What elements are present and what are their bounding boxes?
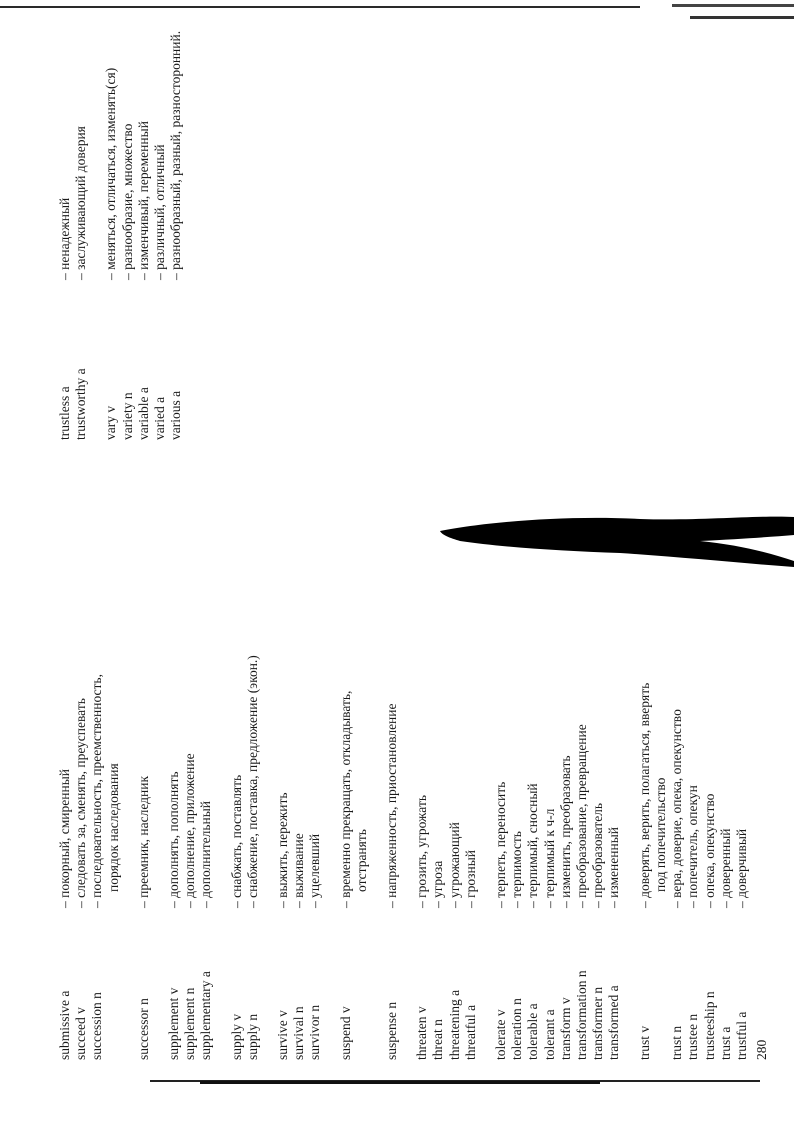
term: supplement v (166, 987, 182, 1060)
definition: – последовательность, преемственность, (89, 674, 105, 908)
definition: отстранять (353, 829, 369, 892)
term: tolerable a (525, 1003, 541, 1060)
definition-group (136, 588, 152, 908)
definition: – преемник, наследник (135, 775, 151, 908)
definition: – терпимый, сносный (525, 783, 541, 908)
definition: – различный, отличный (152, 144, 168, 280)
term: succession n (89, 992, 105, 1060)
definition: – снабжение, поставка, предложение (экон.) (244, 655, 260, 908)
definition: – следовать за, сменять, преуспевать (73, 698, 89, 908)
term: transform v (557, 997, 573, 1060)
term-group (166, 905, 215, 1060)
definition: – дополнительный (198, 800, 214, 908)
term: threat n (430, 1019, 446, 1060)
term-group (493, 905, 623, 1060)
term-group (414, 905, 479, 1060)
term-group (57, 340, 89, 440)
definition-group (493, 588, 623, 908)
term: transformation n (574, 970, 590, 1060)
definition: – измененный (606, 827, 622, 908)
term-group (384, 905, 400, 1060)
definition: – дополнять, пополнять (166, 771, 182, 908)
definition: – вера, доверие, опека, опекунство (669, 709, 685, 908)
definition: – дополнение, приложение (182, 753, 198, 908)
term-group (637, 905, 771, 1060)
definition: – терпеть, переносить (493, 781, 509, 908)
term: trust v (636, 1025, 652, 1060)
term: transformed a (606, 985, 622, 1060)
right-definitions-column (57, 0, 198, 280)
definition: – изменить, преобразовать (557, 755, 573, 908)
term: trust a (717, 1026, 733, 1060)
right-terms-column (57, 340, 198, 440)
term-group (103, 340, 184, 440)
definition: порядок наследования (105, 763, 121, 892)
definition: – уцелевший (307, 833, 323, 908)
definition: – грозить, угрожать (414, 794, 430, 908)
term: variable a (135, 387, 151, 440)
term-group (57, 905, 122, 1060)
term: trustee n (685, 1013, 701, 1060)
definition: – доверенный (717, 828, 733, 908)
left-terms-column (57, 905, 784, 1060)
left-definitions-column (57, 588, 764, 908)
term-group (136, 905, 152, 1060)
page-number: 280 (754, 1039, 770, 1060)
term: varied a (152, 396, 168, 440)
definition: – попечитель, опекун (685, 785, 701, 908)
definition-group (275, 588, 324, 908)
definition: – временно прекращать, откладывать, (337, 690, 353, 908)
definition: – покорный, смиренный (57, 769, 72, 908)
term-group (275, 905, 324, 1060)
term: vary v (103, 405, 119, 440)
term: various a (168, 390, 184, 440)
scan-edge-bottom-thick (200, 1081, 600, 1084)
definition-group (384, 588, 400, 908)
definition: – грозный (462, 849, 478, 908)
term: threaten v (414, 1006, 430, 1060)
definition: – заслуживающий доверия (73, 126, 89, 280)
term: tolerant a (541, 1009, 557, 1060)
definition: – разнообразный, разный, разносторонний. (168, 30, 184, 280)
definition-group (414, 588, 479, 908)
definition: – угрожающий (446, 822, 462, 908)
term: trustful a (733, 1011, 749, 1060)
term: threatful a (462, 1004, 478, 1060)
term: toleration n (509, 998, 525, 1060)
term: supplementary a (198, 971, 214, 1060)
term: submissive a (57, 990, 72, 1060)
definition: – терпимый к ч-л (541, 808, 557, 908)
term: supply n (244, 1013, 260, 1060)
term: survival n (291, 1006, 307, 1060)
definition-group (637, 588, 750, 908)
term: trustless a (57, 386, 72, 440)
definition: – напряженность, приостановление (384, 703, 400, 908)
definition: – доверять, верить, полагаться, вверять (636, 682, 652, 908)
definition: – изменчивый, переменный (135, 121, 151, 280)
definition: – опека, опекунство (701, 793, 717, 908)
term: successor n (135, 998, 151, 1060)
definition: – доверчивый (733, 828, 749, 908)
definition-group (103, 0, 184, 280)
term: tolerate v (493, 1009, 509, 1060)
scan-edge-top-right (672, 4, 794, 7)
term: threatening a (446, 989, 462, 1060)
term: suspense n (384, 1001, 400, 1060)
term: trust n (669, 1025, 685, 1060)
term: supply v (228, 1013, 244, 1060)
definition: – преобразователь (590, 802, 606, 908)
term: supplement n (182, 987, 198, 1060)
term: suspend v (337, 1006, 353, 1060)
definition: – выжить, пережить (275, 792, 291, 908)
definition-group (166, 588, 215, 908)
definition: под попечительство (652, 777, 668, 892)
term: trustworthy a (73, 368, 89, 440)
definition: – терпимость (509, 831, 525, 908)
ink-smear (440, 505, 794, 567)
definition: – угроза (430, 860, 446, 908)
definition: – снабжать, поставлять (228, 774, 244, 908)
definition-group (57, 0, 89, 280)
term: variety n (119, 392, 135, 440)
definition-group (229, 588, 261, 908)
term: survive v (275, 1010, 291, 1060)
term: survivor n (307, 1004, 323, 1060)
scan-edge-top-right-2 (690, 16, 794, 19)
term: succeed v (73, 1007, 89, 1060)
definition: – выживание (291, 833, 307, 908)
definition-group (57, 588, 122, 908)
term-group (338, 905, 370, 1060)
definition: – преобразование, превращение (574, 724, 590, 908)
definition: – меняться, отличаться, изменять(ся) (103, 67, 119, 280)
definition: – разнообразие, множество (119, 123, 135, 280)
term: transformer n (590, 986, 606, 1060)
term-group (229, 905, 261, 1060)
definition: – ненадежный (57, 197, 72, 280)
definition-group (338, 588, 370, 908)
term: trusteeship n (701, 991, 717, 1060)
